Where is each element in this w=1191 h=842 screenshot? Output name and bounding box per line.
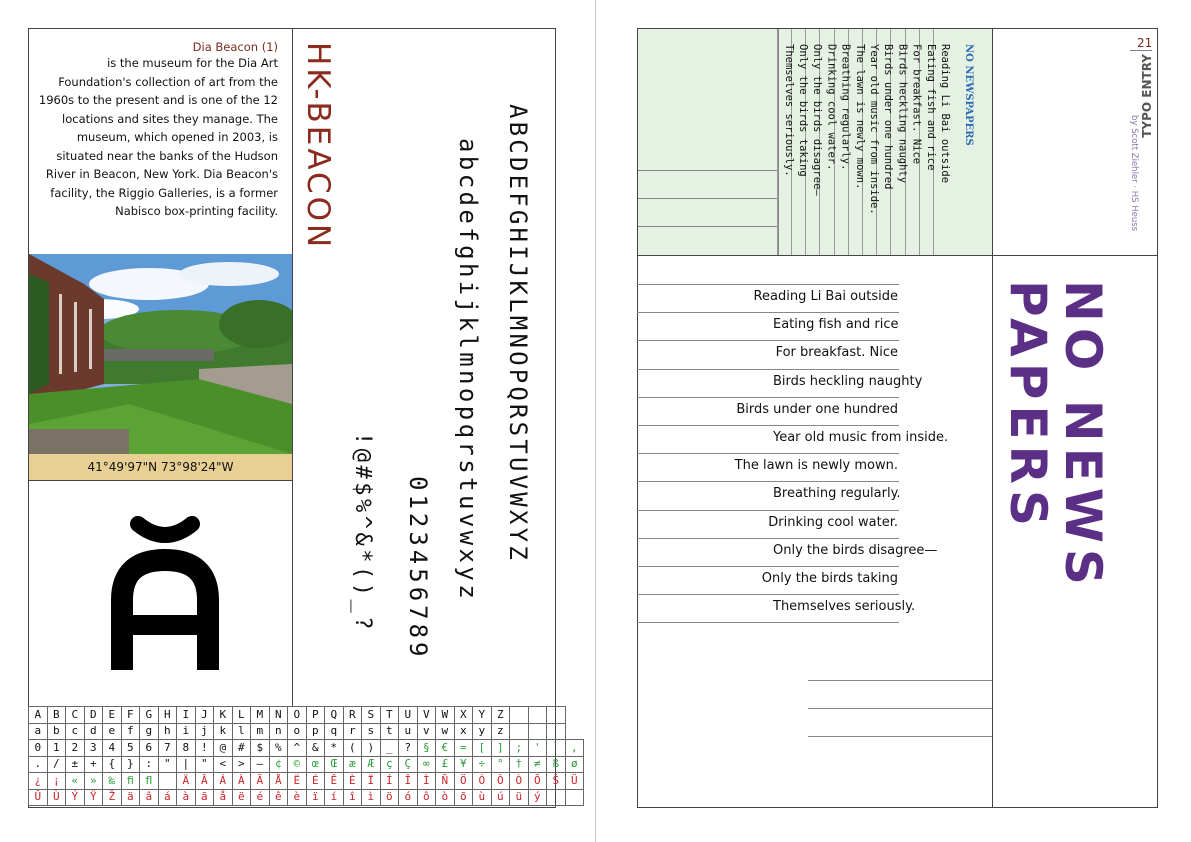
charmap-cell: 4: [103, 740, 122, 757]
charmap-cell: I: [177, 707, 196, 724]
row-divider: [637, 255, 1158, 256]
charmap-cell: H: [158, 707, 177, 724]
charmap-cell: P: [306, 707, 325, 724]
font-name-text: HK-BEACON: [300, 42, 336, 251]
charmap-cell: ∞: [417, 756, 436, 773]
charmap-cell: V: [417, 707, 436, 724]
charmap-cell: À: [232, 773, 251, 790]
charmap-cell: Ê: [325, 773, 344, 790]
charmap-cell: S: [362, 707, 381, 724]
small-poem-line: For breakfast. Nice: [910, 44, 923, 165]
charmap-cell: [547, 707, 566, 724]
charmap-cell: }: [121, 756, 140, 773]
charmap-cell: ô: [417, 789, 436, 806]
charmap-cell: [547, 723, 566, 740]
charmap-cell: (: [343, 740, 362, 757]
charmap-cell: ä: [121, 789, 140, 806]
charmap-cell: J: [195, 707, 214, 724]
grid-line: [638, 198, 778, 199]
coordinates-label: 41°49'97"N 73°98'24"W: [29, 454, 292, 481]
charmap-row: [29, 707, 584, 724]
small-poem-line: Themselves seriously.: [782, 44, 795, 177]
charmap-cell: =: [454, 740, 473, 757]
charmap-cell: w: [436, 723, 455, 740]
charmap-cell: Z: [491, 707, 510, 724]
charmap-cell: /: [47, 756, 66, 773]
charmap-cell: í: [325, 789, 344, 806]
column-divider: [992, 28, 993, 808]
small-poem-line: Birds under one hundred: [882, 44, 895, 190]
charmap-cell: u: [399, 723, 418, 740]
poem-line: Birds under one hundred: [736, 401, 898, 417]
charmap-cell: Ó: [473, 773, 492, 790]
poem-rule: [637, 397, 899, 398]
charmap-cell: q: [325, 723, 344, 740]
charmap-cell: ó: [399, 789, 418, 806]
charmap-cell: Õ: [528, 773, 547, 790]
charmap-row: [29, 723, 584, 740]
charmap-cell: R: [343, 707, 362, 724]
small-poem-line: Only the birds taking: [797, 44, 809, 177]
charmap-cell: C: [66, 707, 85, 724]
charmap-cell: f: [121, 723, 140, 740]
charmap-cell: ≠: [528, 756, 547, 773]
specimen-glyph: [110, 510, 220, 680]
charmap-cell: ÷: [473, 756, 492, 773]
charmap-cell: ç: [380, 756, 399, 773]
charmap-cell: [510, 707, 529, 724]
charmap-cell: ¿: [29, 773, 48, 790]
charmap-cell: ¥: [454, 756, 473, 773]
charmap-cell: ^: [288, 740, 307, 757]
charmap-cell: r: [343, 723, 362, 740]
charmap-cell: è: [288, 789, 307, 806]
charmap-cell: ø: [565, 756, 584, 773]
charmap-cell: [: [473, 740, 492, 757]
lowercase-alphabet: abcdefghijklmnopqrstuvwxyz: [454, 138, 482, 603]
charmap-cell: L: [232, 707, 251, 724]
charmap-cell: [528, 723, 547, 740]
charmap-cell: Ï: [362, 773, 381, 790]
charmap-row: [29, 773, 584, 790]
charmap-cell: n: [269, 723, 288, 740]
charmap-cell: ?: [399, 740, 418, 757]
poem-rule: [637, 566, 899, 567]
charmap-cell: F: [121, 707, 140, 724]
charmap-cell: †: [510, 756, 529, 773]
charmap-cell: ): [362, 740, 381, 757]
poem-rule: [637, 481, 899, 482]
charmap-cell: y: [473, 723, 492, 740]
charmap-cell: N: [269, 707, 288, 724]
charmap-cell: ê: [269, 789, 288, 806]
charmap-row: [29, 789, 584, 806]
charmap-cell: h: [158, 723, 177, 740]
charmap-cell: ﬁ: [121, 773, 140, 790]
charmap-cell: ö: [380, 789, 399, 806]
page-number: 21: [1137, 36, 1153, 50]
charmap-cell: ]: [491, 740, 510, 757]
charmap-cell: z: [491, 723, 510, 740]
charmap-cell: Œ: [325, 756, 344, 773]
charmap-cell: >: [232, 756, 251, 773]
charmap-cell: ì: [362, 789, 381, 806]
charmap-cell: j: [195, 723, 214, 740]
grid-line: [777, 29, 778, 255]
poem-rule: [637, 284, 899, 285]
charmap-cell: [528, 707, 547, 724]
rule: [808, 736, 992, 737]
charmap-cell: Ý: [66, 789, 85, 806]
charmap-cell: €: [436, 740, 455, 757]
charmap-cell: #: [232, 740, 251, 757]
charmap-cell: Ù: [47, 789, 66, 806]
charmap-cell: 3: [84, 740, 103, 757]
small-poem-line: Only the birds disagree—: [811, 44, 824, 196]
poem-rule: [637, 369, 899, 370]
charmap-cell: x: [454, 723, 473, 740]
poem-rule: [637, 538, 899, 539]
charmap-cell: Ž: [103, 789, 122, 806]
charmap-cell: l: [232, 723, 251, 740]
small-poem-line: Reading Li Bai outside: [939, 44, 951, 184]
charmap-cell: £: [436, 756, 455, 773]
charmap-cell: .: [29, 756, 48, 773]
charmap-cell: Å: [269, 773, 288, 790]
charmap-cell: b: [47, 723, 66, 740]
charmap-cell: Ä: [177, 773, 196, 790]
grid-line: [778, 29, 779, 255]
small-poem-line: The lawn is newly mown.: [853, 44, 866, 190]
charmap-cell: ±: [66, 756, 85, 773]
charmap-cell: Ë: [288, 773, 307, 790]
charmap-cell: ¢: [269, 756, 288, 773]
intro-body: is the museum for the Dia Art Foundation's collection of art from the 1960s to the present and is one of the 12 locations and sites they manage. The museum, which opened in 2003, is situated near the banks of the Hudson River in Beacon, New York. Dia Beacon's facility, the Riggio Galleries, is a former Nabisco box-printing facility.: [38, 56, 278, 218]
charmap-cell: d: [84, 723, 103, 740]
charmap-cell: @: [214, 740, 233, 757]
charmap-cell: c: [66, 723, 85, 740]
charmap-cell: ß: [547, 756, 566, 773]
charmap-cell: E: [103, 707, 122, 724]
charmap-cell: é: [251, 789, 270, 806]
byline: by Scott Ziehler · HS Heuss: [1129, 115, 1139, 232]
poem-rule: [637, 453, 899, 454]
poem-line: Eating fish and rice: [773, 317, 899, 333]
poem-rule: [637, 340, 899, 341]
charmap-cell: ù: [473, 789, 492, 806]
charmap-cell: â: [140, 789, 159, 806]
intro-title: Dia Beacon (1): [192, 40, 278, 54]
charmap-cell: g: [140, 723, 159, 740]
poem-rule: [637, 510, 899, 511]
charmap-cell: ò: [436, 789, 455, 806]
charmap-cell: Í: [380, 773, 399, 790]
charmap-cell: {: [103, 756, 122, 773]
charmap-cell: A: [29, 707, 48, 724]
poem-line: Birds heckling naughty: [773, 373, 923, 389]
charmap-cell: 8: [177, 740, 196, 757]
rule: [808, 708, 992, 709]
charmap-cell: æ: [343, 756, 362, 773]
charmap-cell: Ô: [491, 773, 510, 790]
symbols: !@#$%^&*()_?: [350, 432, 375, 633]
uppercase-alphabet: ABCDEFGHIJKLMNOPQRSTUVWXYZ: [504, 104, 532, 563]
charmap-cell: a: [29, 723, 48, 740]
charmap-cell: Ò: [510, 773, 529, 790]
charmap-cell: p: [306, 723, 325, 740]
charmap-cell: ": [158, 756, 177, 773]
charmap-cell: %: [269, 740, 288, 757]
charmap-cell: Ç: [399, 756, 418, 773]
charmap-cell: ú: [491, 789, 510, 806]
charmap-cell: [158, 773, 177, 790]
charmap-cell: §: [417, 740, 436, 757]
charmap-cell: ,: [565, 740, 584, 757]
charmap-cell: o: [288, 723, 307, 740]
charmap-cell: Î: [399, 773, 418, 790]
charmap-cell: i: [177, 723, 196, 740]
poem-line: Only the birds disagree—: [773, 542, 938, 558]
poem-rule: [637, 425, 899, 426]
charmap-cell: ü: [510, 789, 529, 806]
charmap-cell: [565, 789, 584, 806]
charmap-cell: ý: [528, 789, 547, 806]
museum-photo: [29, 254, 292, 454]
charmap-cell: Û: [29, 789, 48, 806]
charmap-cell: å: [214, 789, 233, 806]
charmap-cell: ï: [306, 789, 325, 806]
poem-line: The lawn is newly mown.: [734, 458, 898, 474]
charmap-cell: È: [343, 773, 362, 790]
poem-line: For breakfast. Nice: [775, 345, 898, 361]
charmap-cell: î: [343, 789, 362, 806]
charmap-cell: ‰: [103, 773, 122, 790]
small-poem-title: NO NEWSPAPERS: [963, 44, 974, 146]
poem-line: Breathing regularly.: [773, 486, 901, 502]
charmap-cell: ;: [510, 740, 529, 757]
charmap-cell: Š: [547, 773, 566, 790]
charmap-cell: ©: [288, 756, 307, 773]
charmap-cell: »: [84, 773, 103, 790]
charmap-cell: ﬂ: [140, 773, 159, 790]
charmap-cell: X: [454, 707, 473, 724]
charmap-cell: ¡: [47, 773, 66, 790]
charmap-cell: Á: [214, 773, 233, 790]
charmap-cell: [510, 723, 529, 740]
charmap-cell: Ì: [417, 773, 436, 790]
charmap-cell: M: [251, 707, 270, 724]
charmap-cell: [547, 789, 566, 806]
poem-line: Drinking cool water.: [768, 514, 898, 530]
charmap-cell: Ñ: [436, 773, 455, 790]
charmap-cell: Æ: [362, 756, 381, 773]
poem-rule: [637, 594, 899, 595]
small-poem-line: Breathing regularly.: [839, 44, 852, 171]
charmap-cell: õ: [454, 789, 473, 806]
font-name: [290, 42, 350, 260]
charmap-cell: U: [399, 707, 418, 724]
charmap-cell: m: [251, 723, 270, 740]
poem-line: Reading Li Bai outside: [753, 289, 898, 304]
charmap-cell: |: [177, 756, 196, 773]
rule: [1130, 50, 1152, 51]
charmap-cell: G: [140, 707, 159, 724]
charmap-cell: Ÿ: [84, 789, 103, 806]
charmap-cell: W: [436, 707, 455, 724]
charmap-cell: É: [306, 773, 325, 790]
charmap-cell: Y: [473, 707, 492, 724]
spread-gutter: [595, 0, 596, 842]
charmap-cell: ë: [232, 789, 251, 806]
charmap-cell: e: [103, 723, 122, 740]
masthead: TYPO ENTRY: [1140, 54, 1154, 138]
charmap-cell: T: [380, 707, 399, 724]
rule: [808, 680, 992, 681]
charmap-cell: Ö: [454, 773, 473, 790]
charmap-cell: œ: [306, 756, 325, 773]
charmap-cell: :: [140, 756, 159, 773]
small-poem-line: Year old music from inside.: [868, 44, 880, 215]
charmap-cell: 7: [158, 740, 177, 757]
digits: 0123456789: [404, 476, 432, 661]
big-title: NO NEWS PAPERS: [999, 280, 1112, 591]
charmap-cell: s: [362, 723, 381, 740]
charmap-cell: ': [528, 740, 547, 757]
charmap-cell: *: [325, 740, 344, 757]
charmap-row: [29, 756, 584, 773]
poem-rule: [637, 622, 899, 623]
charmap-cell: 2: [66, 740, 85, 757]
charmap-cell: <: [214, 756, 233, 773]
charmap-cell: °: [491, 756, 510, 773]
charmap-cell: Q: [325, 707, 344, 724]
charmap-cell: ": [195, 756, 214, 773]
poem-line: Only the birds taking: [761, 571, 898, 586]
poem-line: Year old music from inside.: [773, 430, 949, 445]
charmap-cell: «: [66, 773, 85, 790]
poem-line: Themselves seriously.: [773, 599, 916, 615]
character-map: [28, 706, 584, 806]
charmap-cell: 0: [29, 740, 48, 757]
charmap-cell: D: [84, 707, 103, 724]
charmap-cell: _: [380, 740, 399, 757]
charmap-cell: $: [251, 740, 270, 757]
charmap-cell: Â: [195, 773, 214, 790]
charmap-row: [29, 740, 584, 757]
charmap-cell: 1: [47, 740, 66, 757]
charmap-cell: O: [288, 707, 307, 724]
small-poem-line: Birds heckling naughty: [896, 44, 909, 184]
charmap-cell: Ü: [565, 773, 584, 790]
charmap-cell: t: [380, 723, 399, 740]
charmap-cell: v: [417, 723, 436, 740]
poem-rule: [637, 312, 899, 313]
grid-line: [638, 226, 778, 227]
grid-line: [638, 170, 778, 171]
charmap-cell: 5: [121, 740, 140, 757]
small-poem-line: Drinking cool water.: [825, 44, 838, 171]
small-poem-line: Eating fish and rice: [924, 44, 937, 171]
charmap-cell: K: [214, 707, 233, 724]
charmap-cell: à: [177, 789, 196, 806]
charmap-cell: &: [306, 740, 325, 757]
charmap-cell: á: [158, 789, 177, 806]
charmap-cell: Ã: [251, 773, 270, 790]
charmap-cell: —: [251, 756, 270, 773]
charmap-cell: B: [47, 707, 66, 724]
charmap-cell: k: [214, 723, 233, 740]
charmap-cell: `: [547, 740, 566, 757]
charmap-cell: ã: [195, 789, 214, 806]
charmap-cell: 6: [140, 740, 159, 757]
charmap-cell: +: [84, 756, 103, 773]
charmap-cell: !: [195, 740, 214, 757]
